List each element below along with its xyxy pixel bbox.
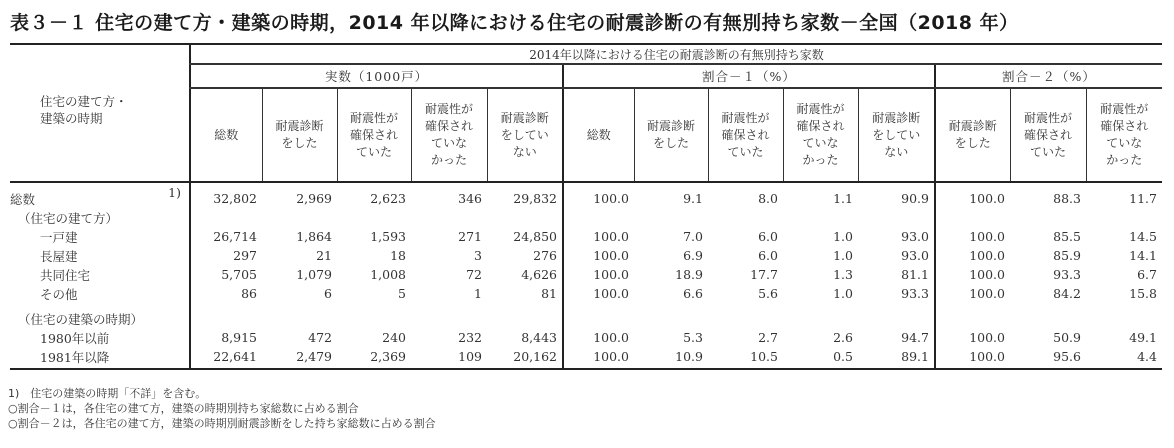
row-header-line-1: 住宅の建て方・ — [40, 94, 128, 109]
cell-value: 85.9 — [1053, 248, 1081, 263]
cell-value: 100.0 — [563, 265, 634, 284]
cell-value: 5.6 — [758, 286, 778, 301]
cell-value: 5,705 — [190, 265, 262, 284]
cell-value — [708, 208, 783, 227]
cell-value — [935, 303, 1010, 328]
row-label: 1981年以降 — [10, 347, 190, 369]
cell-value: 4.4 — [1086, 347, 1162, 369]
cell-value: 109 — [411, 347, 487, 369]
cell-value: 94.7 — [901, 330, 929, 345]
cell-value: 20,162 — [487, 347, 563, 369]
cell-value: 276 — [533, 248, 557, 263]
cell-value: 6.0 — [758, 229, 778, 244]
cell-value: 8,915 — [190, 328, 262, 347]
cell-value: 95.6 — [1010, 347, 1086, 369]
cell-value: 297 — [190, 246, 262, 265]
cell-value: 1.0 — [833, 248, 853, 263]
cell-value: 1,008 — [370, 267, 406, 282]
cell-value: 1.0 — [833, 229, 853, 244]
col-header-total: 総数 — [190, 88, 262, 182]
cell-value: 1,593 — [370, 229, 406, 244]
col-header-diagnosed-pct2: 耐震診断 をした — [935, 88, 1010, 182]
cell-value: 100.0 — [935, 227, 1010, 246]
cell-value — [783, 303, 858, 328]
cell-value: 240 — [382, 330, 406, 345]
cell-value: 2,623 — [370, 191, 406, 206]
cell-value — [190, 303, 262, 328]
cell-value — [262, 303, 337, 328]
cell-value — [858, 208, 935, 227]
subgroup-wariai-1: 割合－１（%） — [563, 64, 935, 88]
cell-value: 29,832 — [513, 191, 557, 206]
cell-value: 6.6 — [683, 286, 703, 301]
cell-value — [935, 208, 1010, 227]
cell-value: 100.0 — [563, 328, 634, 347]
cell-value — [563, 208, 634, 227]
cell-value — [337, 303, 411, 328]
table-row — [10, 227, 1162, 246]
cell-value: 100.0 — [935, 284, 1010, 303]
col-header-diagnosed: 耐震診断 をした — [262, 88, 337, 182]
cell-value — [1010, 303, 1086, 328]
subgroup-jissu: 実数（1000戸） — [190, 64, 563, 88]
col-header-secured-pct2: 耐震性が 確保され ていた — [1010, 88, 1086, 182]
cell-value: 2.6 — [833, 330, 853, 345]
cell-value: 8,443 — [521, 330, 557, 345]
footnotes — [8, 386, 436, 431]
table-body — [10, 182, 1162, 369]
cell-value: 2.7 — [758, 330, 778, 345]
cell-value: 346 — [458, 191, 482, 206]
cell-value: 0.5 — [783, 347, 858, 369]
cell-value — [411, 208, 487, 227]
cell-value: 15.8 — [1129, 286, 1157, 301]
cell-value: 26,714 — [190, 227, 262, 246]
cell-value — [783, 208, 858, 227]
cell-value: 100.0 — [935, 265, 1010, 284]
cell-value: 24,850 — [513, 229, 557, 244]
cell-value: 2,369 — [337, 347, 411, 369]
cell-value: 1 — [474, 286, 482, 301]
cell-value: 18 — [390, 248, 406, 263]
cell-value: 232 — [458, 330, 482, 345]
cell-value — [1010, 208, 1086, 227]
table-row — [10, 284, 1162, 303]
cell-value: 85.5 — [1053, 229, 1081, 244]
cell-value: 50.9 — [1053, 330, 1081, 345]
row-header-line-2: 建築の時期 — [40, 111, 103, 126]
table-row — [10, 265, 1162, 284]
cell-value: 3 — [474, 248, 482, 263]
cell-value: 88.3 — [1053, 191, 1081, 206]
cell-value: 7.0 — [683, 229, 703, 244]
cell-value: 6 — [324, 286, 332, 301]
table-row — [10, 246, 1162, 265]
cell-value: 17.7 — [750, 267, 778, 282]
cell-value — [858, 303, 935, 328]
cell-value: 6.7 — [1137, 267, 1157, 282]
row-label: 1980年以前 — [40, 330, 110, 346]
cell-value — [1086, 303, 1162, 328]
col-header-not-secured-pct2: 耐震性が 確保され ていな かった — [1086, 88, 1162, 182]
section-row — [10, 303, 1162, 328]
cell-value — [1086, 208, 1162, 227]
cell-value — [634, 208, 708, 227]
cell-value: 6.9 — [683, 248, 703, 263]
footnote-1: 1) 住宅の建築の時期「不詳」を含む。 — [8, 387, 207, 400]
row-label: （住宅の建築の時期） — [18, 311, 144, 327]
cell-value: 4,626 — [521, 267, 557, 282]
cell-value — [487, 208, 563, 227]
cell-value: 5.3 — [683, 330, 703, 345]
cell-value: 100.0 — [563, 347, 634, 369]
cell-value: 93.0 — [901, 229, 929, 244]
cell-value: 100.0 — [935, 347, 1010, 369]
footnote-3: ○割合－２は，各住宅の建て方，建築の時期別耐震診断をした持ち家総数に占める割合 — [8, 417, 436, 430]
subgroup-wariai-2: 割合－２（%） — [935, 64, 1162, 88]
row-label: （住宅の建て方） — [18, 210, 119, 226]
cell-value: 8.0 — [758, 191, 778, 206]
cell-value: 100.0 — [563, 284, 634, 303]
cell-value: 90.9 — [901, 191, 929, 206]
cell-value: 72 — [466, 267, 482, 282]
row-label: 総数 1) — [10, 185, 181, 207]
cell-value: 2,969 — [296, 191, 332, 206]
cell-value: 1,079 — [296, 267, 332, 282]
cell-value: 93.3 — [1053, 267, 1081, 282]
col-header-total-pct1: 総数 — [563, 88, 634, 182]
cell-value: 100.0 — [935, 246, 1010, 265]
row-header-label — [10, 44, 190, 182]
row-label: その他 — [40, 286, 78, 302]
cell-value: 271 — [458, 229, 482, 244]
cell-value: 49.1 — [1129, 330, 1157, 345]
cell-value: 89.1 — [858, 347, 935, 369]
cell-value — [411, 303, 487, 328]
cell-value: 1.1 — [833, 191, 853, 206]
col-header-not-secured: 耐震性が 確保され ていな かった — [411, 88, 487, 182]
row-label: 長屋建 — [40, 248, 78, 264]
cell-value: 10.9 — [634, 347, 708, 369]
footnote-2: ○割合－１は，各住宅の建て方，建築の時期別持ち家総数に占める割合 — [8, 402, 359, 415]
cell-value — [262, 208, 337, 227]
cell-value: 472 — [308, 330, 332, 345]
cell-value: 6.0 — [758, 248, 778, 263]
data-table — [10, 43, 1162, 370]
cell-value: 84.2 — [1053, 286, 1081, 301]
cell-value: 22,641 — [190, 347, 262, 369]
table-row — [10, 182, 1162, 208]
cell-value: 100.0 — [563, 227, 634, 246]
cell-value: 21 — [316, 248, 332, 263]
cell-value: 11.7 — [1129, 191, 1157, 206]
row-label: 一戸建 — [40, 229, 78, 245]
cell-value: 32,802 — [190, 182, 262, 208]
cell-value: 100.0 — [563, 182, 634, 208]
cell-value: 93.0 — [901, 248, 929, 263]
col-header-secured-pct1: 耐震性が 確保され ていた — [708, 88, 783, 182]
cell-value: 10.5 — [708, 347, 783, 369]
cell-value: 14.5 — [1129, 229, 1157, 244]
cell-value: 1.3 — [833, 267, 853, 282]
col-header-secured: 耐震性が 確保され ていた — [337, 88, 411, 182]
cell-value — [563, 303, 634, 328]
cell-value: 14.1 — [1129, 248, 1157, 263]
cell-value — [708, 303, 783, 328]
group-header: 2014年以降における住宅の耐震診断の有無別持ち家数 — [190, 44, 1162, 64]
cell-value: 1,864 — [296, 229, 332, 244]
col-header-diagnosed-pct1: 耐震診断 をした — [634, 88, 708, 182]
cell-value: 86 — [190, 284, 262, 303]
cell-value: 100.0 — [935, 328, 1010, 347]
cell-value: 2,479 — [262, 347, 337, 369]
table-row — [10, 347, 1162, 369]
cell-value: 5 — [398, 286, 406, 301]
cell-value: 100.0 — [563, 246, 634, 265]
cell-value — [190, 208, 262, 227]
cell-value: 9.1 — [683, 191, 703, 206]
cell-value: 93.3 — [901, 286, 929, 301]
cell-value — [487, 303, 563, 328]
cell-value — [337, 208, 411, 227]
footnote-ref: 1) — [168, 185, 181, 200]
cell-value — [634, 303, 708, 328]
col-header-not-secured-pct1: 耐震性が 確保され ていな かった — [783, 88, 858, 182]
col-header-not-diagnosed: 耐震診断 をしてい ない — [487, 88, 563, 182]
table-row — [10, 328, 1162, 347]
cell-value: 100.0 — [935, 182, 1010, 208]
table-title: 表３－１ 住宅の建て方・建築の時期，2014 年以降における住宅の耐震診断の有無別持ち家数－全国（2018 年） — [10, 12, 1019, 34]
section-row — [10, 208, 1162, 227]
cell-value: 18.9 — [675, 267, 703, 282]
cell-value: 1.0 — [833, 286, 853, 301]
col-header-not-diagnosed-pct1: 耐震診断 をしてい ない — [858, 88, 935, 182]
cell-value: 81 — [541, 286, 557, 301]
cell-value: 81.1 — [901, 267, 929, 282]
row-label: 共同住宅 — [40, 267, 91, 283]
